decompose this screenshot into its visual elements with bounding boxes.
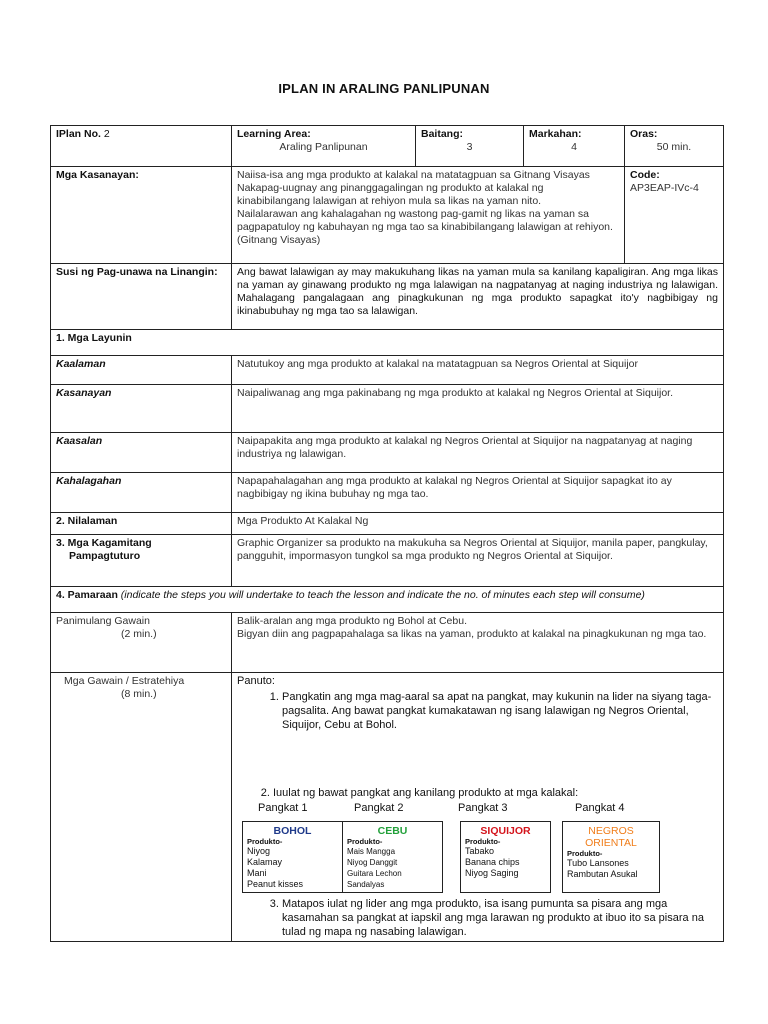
baitang-value: 3: [466, 141, 473, 153]
kaalaman-label: Kaalaman: [51, 356, 232, 385]
step-1: 1. Pangkatin ang mga mag-aaral sa apat na pangkat, may kukunin na lider na siyang taga-pagsalita. Ang bawat pangkat kumakatawan ng isang lalawigan ng Negros Oriental, Siquijor, Cebu at Bohol.: [282, 690, 718, 732]
product-item: Niyog Danggit: [347, 858, 398, 867]
product-item: Rambutan Asukal: [567, 869, 638, 879]
pamaraan-row: [51, 587, 724, 613]
panimulang-line-1: Balik-aralan ang mga produkto ng Bohol at Cebu.: [237, 615, 467, 627]
header-row: [51, 126, 724, 167]
product-item: Banana chips: [465, 857, 520, 867]
kaalaman-row: [51, 356, 724, 385]
produkto-label: Produkto-: [465, 837, 501, 846]
panimulang-minutes: (2 min.): [121, 628, 157, 640]
product-item: Tubo Lansones: [567, 858, 629, 868]
oras-cell: [625, 126, 724, 167]
oras-label: Oras:: [630, 128, 658, 140]
kasanayan-layunin-text: Naipaliwanag ang mga pakinabang ng mga produkto at kalakal ng Negros Oriental at Siquijor.: [232, 385, 724, 433]
iplan-label: IPlan No.: [56, 128, 101, 140]
kasanayan-line-2: Nakapag-uugnay ang pinanggagalingan ng produkto at kalakal ng kinabibilangang lalawigan at rehiyon mula sa likas na yaman nito.: [237, 182, 544, 207]
province-name-negros-oriental: NEGROS ORIENTAL: [585, 825, 637, 849]
learning-area-cell: [232, 126, 416, 167]
susi-label: Susi ng Pag-unawa na Linangin:: [51, 264, 232, 330]
product-item: Mais Mangga: [347, 847, 396, 856]
susi-row: [51, 264, 724, 330]
pamaraan-label: 4. Pamaraan: [56, 589, 118, 601]
kaasalan-text: Naipapakita ang mga produkto at kalakal ng Negros Oriental at Siquijor na nagpatanyag at naging industriya ng lalawigan.: [232, 433, 724, 473]
step-3: 3. Matapos iulat ng lider ang mga produkto, isa isang pumunta sa pisara ang mga kasamahan sa pangkat at iapskil ang mga larawan ng produkto at ibuo ito sa pisara na tulad ng mapa ng nasabing lalawigan.: [282, 897, 718, 939]
kaasalan-label: Kaasalan: [51, 433, 232, 473]
group-label-3: Pangkat 3: [458, 802, 508, 814]
kasanayan-layunin-row: [51, 385, 724, 433]
code-value: AP3EAP-IVc-4: [630, 182, 699, 194]
learning-area-value: Araling Panlipunan: [279, 141, 368, 153]
gawain-minutes: (8 min.): [121, 688, 157, 700]
steps-list-2: [237, 786, 718, 800]
panimulang-line-2: Bigyan diin ang pagpapahalaga sa likas na yaman, produkto at kalakal na pinagkukunan ng mga tao.: [237, 628, 707, 640]
kagamitang-label: [51, 535, 232, 587]
document-title: IPLAN IN ARALING PANLIPUNAN: [278, 81, 490, 96]
pamaraan-cell: [51, 587, 724, 613]
learning-area-label: Learning Area:: [237, 128, 311, 140]
baitang-cell: [416, 126, 524, 167]
gawain-row: [51, 673, 724, 942]
kasanayan-line-3: Nailalarawan ang kahalagahan ng wastong pag-gamit ng likas na yaman sa pagpapatuloy ng kabuhayan ng mga tao sa kinabibilangang lalawigan at rehiyon. (Gitnang Visayas): [237, 208, 613, 246]
iplan-value: 2: [103, 128, 110, 140]
kagamitang-text: Graphic Organizer sa produkto na makukuha sa Negros Oriental at Siquijor, manila paper, pangkulay, pangguhit, impormasyon tungkol sa mga produkto ng Negros Oriental at Siquijor.: [232, 535, 724, 587]
kasanayan-content: [232, 167, 625, 264]
kahalagahan-row: [51, 473, 724, 513]
code-cell: [625, 167, 724, 264]
panuto-label: Panuto:: [237, 675, 275, 687]
kasanayan-layunin-label: Kasanayan: [51, 385, 232, 433]
steps-list-3: [237, 897, 718, 939]
kasanayan-line-1: Naiisa-isa ang mga produkto at kalakal na matatagpuan sa Gitnang Visayas: [237, 169, 590, 181]
produkto-label: Produkto-: [247, 837, 283, 846]
iplan-cell: [51, 126, 232, 167]
layunin-heading: 1. Mga Layunin: [51, 330, 724, 356]
code-label: Code:: [630, 169, 660, 181]
oras-value: 50 min.: [656, 141, 692, 153]
panimulang-row: [51, 613, 724, 673]
gawain-label-cell: [51, 673, 232, 942]
baitang-label: Baitang:: [421, 128, 463, 140]
group-label-4: Pangkat 4: [575, 802, 625, 814]
group-label-1: Pangkat 1: [258, 802, 308, 814]
province-box-bohol: [242, 821, 343, 893]
province-name-siquijor: SIQUIJOR: [480, 825, 531, 837]
province-boxes: [237, 821, 718, 901]
province-box-cebu: [342, 821, 443, 893]
steps-list-1: [237, 690, 718, 732]
nilalaman-row: [51, 513, 724, 535]
product-item: Sandalyas: [347, 880, 385, 889]
product-item: Niyog Saging: [465, 868, 519, 878]
province-box-negros-oriental: [562, 821, 660, 893]
kaalaman-text: Natutukoy ang mga produkto at kalakal na matatagpuan sa Negros Oriental at Siquijor: [232, 356, 724, 385]
panimulang-content: [232, 613, 724, 673]
product-item: Peanut kisses: [247, 879, 304, 889]
pamaraan-note: (indicate the steps you will undertake to teach the lesson and indicate the no. of minutes each step will consume): [120, 589, 645, 601]
kasanayan-label: Mga Kasanayan:: [51, 167, 232, 264]
province-box-siquijor: [460, 821, 551, 893]
gawain-content: [232, 673, 724, 942]
produkto-label: Produkto-: [567, 849, 603, 858]
product-item: Kalamay: [247, 857, 283, 867]
markahan-cell: [524, 126, 625, 167]
lesson-plan-table: [50, 125, 724, 942]
product-item: Mani: [247, 868, 267, 878]
kasanayan-row: [51, 167, 724, 264]
product-item: Guitara Lechon: [347, 869, 402, 878]
product-item: Niyog: [247, 846, 271, 856]
panimulang-label-cell: [51, 613, 232, 673]
group-label-2: Pangkat 2: [354, 802, 404, 814]
nilalaman-label: 2. Nilalaman: [51, 513, 232, 535]
kahalagahan-label: Kahalagahan: [51, 473, 232, 513]
kahalagahan-text: Napapahalagahan ang mga produkto at kalakal ng Negros Oriental at Siquijor sapagkat ito ay nagbibigay ng ikina bubuhay ng mga tao.: [232, 473, 724, 513]
kaasalan-row: [51, 433, 724, 473]
group-labels: [237, 802, 718, 815]
province-name-bohol: BOHOL: [273, 825, 312, 837]
nilalaman-text: Mga Produkto At Kalakal Ng: [232, 513, 724, 535]
layunin-row: [51, 330, 724, 356]
gawain-label: Mga Gawain / Estratehiya: [64, 675, 185, 687]
produkto-label: Produkto-: [347, 837, 383, 846]
product-item: Tabako: [465, 846, 495, 856]
kagamitang-label-line-1: 3. Mga Kagamitang: [56, 537, 152, 549]
panimulang-label: Panimulang Gawain: [56, 615, 150, 627]
markahan-label: Markahan:: [529, 128, 582, 140]
step-2: 2. Iuulat ng bawat pangkat ang kanilang produkto at mga kalakal:: [273, 786, 718, 800]
kagamitang-row: [51, 535, 724, 587]
susi-text: Ang bawat lalawigan ay may makukuhang likas na yaman mula sa kanilang kapaligiran. Ang mga likas na yaman ay ginawang produkto ng mga lalawigan na nagpatanyag at naging industriya ng lalawigan. Mahalagang pangalagaan ang pinagkukunan ng mga produkto sapagkat ito'y nagbibigay ng ikinabubuhay ng mga tao sa lalawigan.: [232, 264, 724, 330]
markahan-value: 4: [571, 141, 577, 153]
kagamitang-label-line-2: Pampagtuturo: [69, 550, 141, 562]
province-name-cebu: CEBU: [377, 825, 408, 837]
